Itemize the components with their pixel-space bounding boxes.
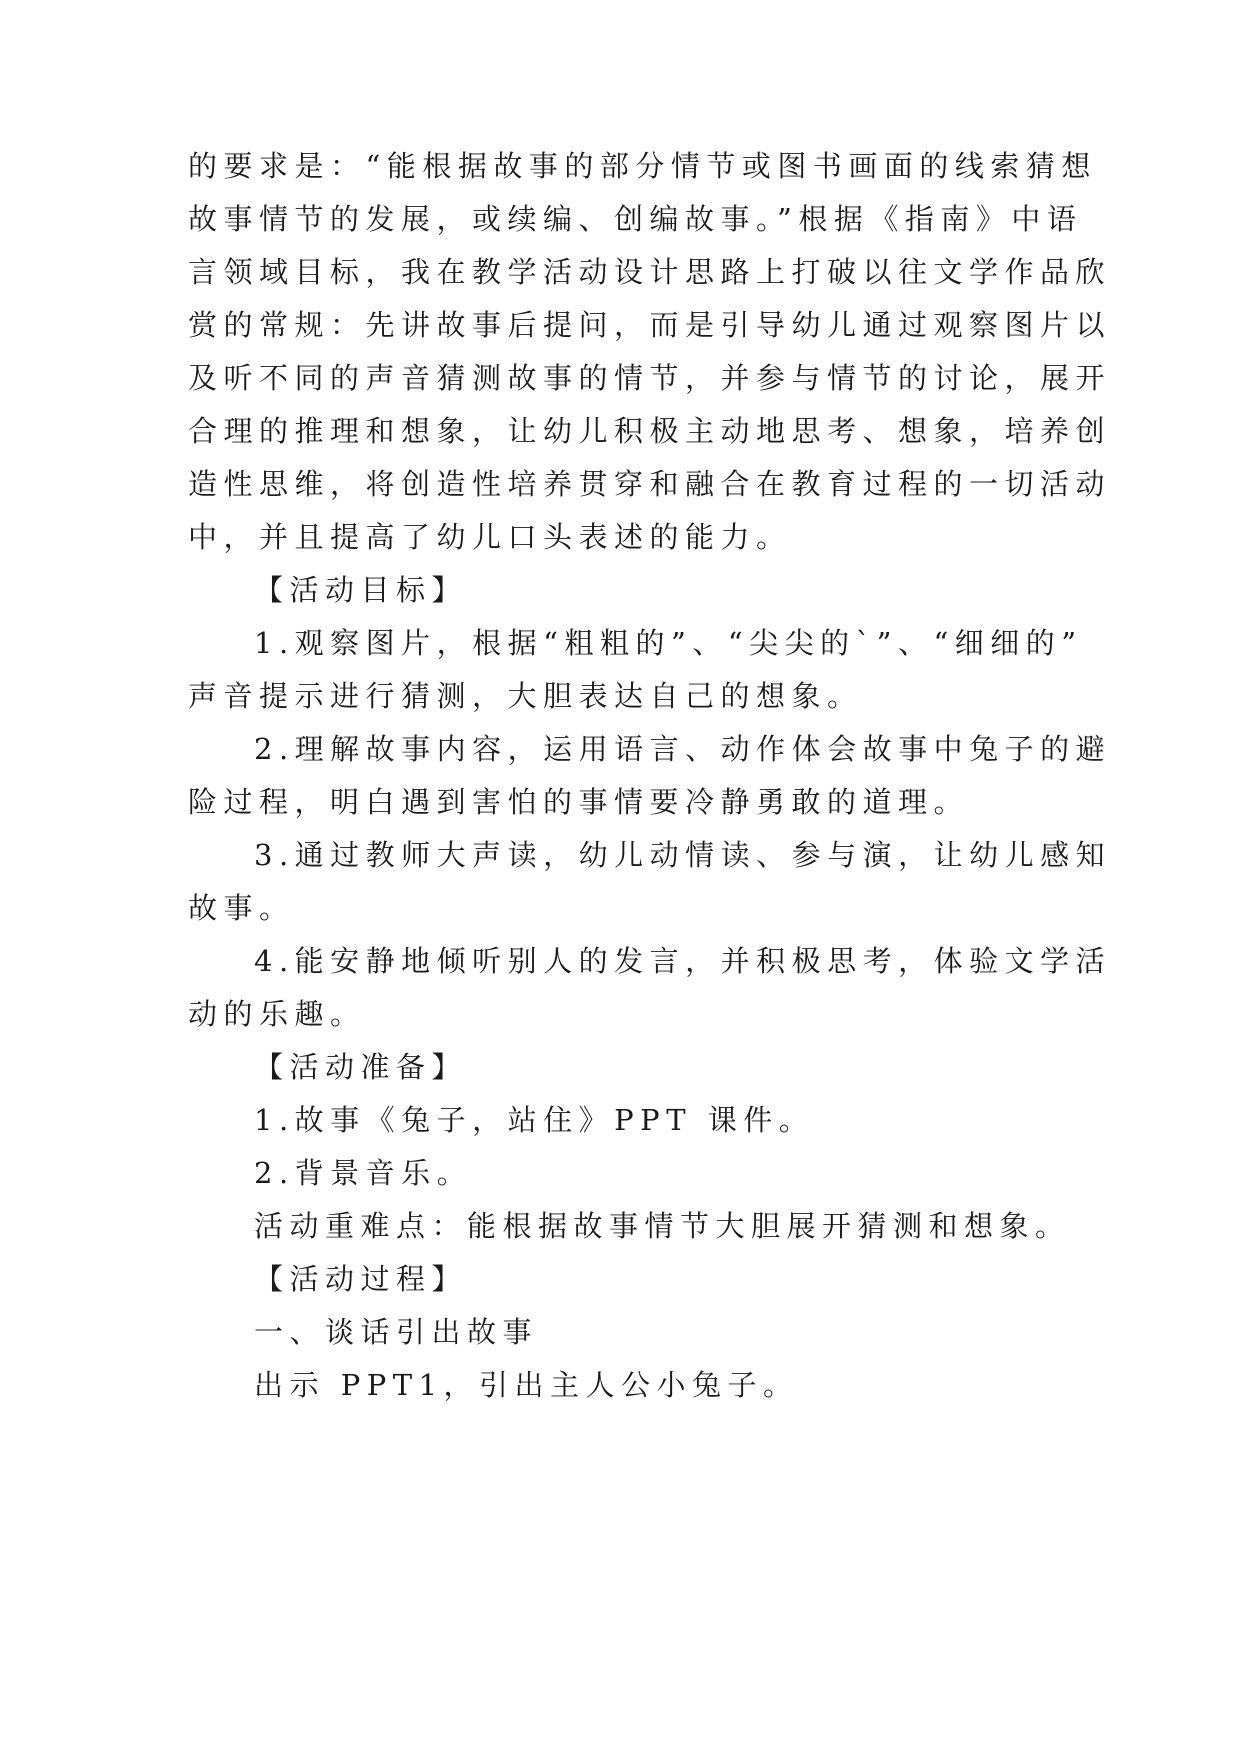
intro-line-7: 造性思维，将创造性培养贯穿和融合在教育过程的一切活动 (188, 467, 1112, 501)
intro-line-1: 的要求是：“能根据故事的部分情节或图书画面的线索猜想 (188, 149, 1097, 183)
intro-line-6: 合理的推理和想象，让幼儿积极主动地思考、想象，培养创 (188, 414, 1112, 448)
prep-item-1: 1.故事《兔子，站住》PPT 课件。 (254, 1103, 815, 1137)
goal-1-line-2: 声音提示进行猜测，大胆表达自己的想象。 (188, 679, 863, 713)
key-points: 活动重难点：能根据故事情节大胆展开猜测和想象。 (254, 1209, 1071, 1243)
goal-4-line-1: 4.能安静地倾听别人的发言，并积极思考，体验文学活 (254, 944, 1112, 978)
intro-line-2: 故事情节的发展，或续编、创编故事。”根据《指南》中语 (188, 202, 1083, 236)
process-heading: 【活动过程】 (254, 1262, 468, 1296)
goal-1-line-1: 1.观察图片，根据“粗粗的”、“尖尖的`”、“细细的” (254, 626, 1083, 660)
intro-line-5: 及听不同的声音猜测故事的情节，并参与情节的讨论，展开 (188, 361, 1112, 395)
goal-2-line-2: 险过程，明白遇到害怕的事情要冷静勇敢的道理。 (188, 785, 970, 819)
step-1-title: 一、谈话引出故事 (254, 1315, 539, 1349)
goals-heading: 【活动目标】 (254, 573, 468, 607)
intro-line-3: 言领域目标，我在教学活动设计思路上打破以往文学作品欣 (188, 255, 1112, 289)
goal-3-line-2: 故事。 (188, 891, 295, 925)
intro-line-8: 中，并且提高了幼儿口头表述的能力。 (188, 520, 792, 554)
goal-2-line-1: 2.理解故事内容，运用语言、动作体会故事中兔子的避 (254, 732, 1112, 766)
prep-heading: 【活动准备】 (254, 1050, 468, 1084)
intro-line-4: 赏的常规：先讲故事后提问，而是引导幼儿通过观察图片以 (188, 308, 1112, 342)
goal-4-line-2: 动的乐趣。 (188, 997, 366, 1031)
goal-3-line-1: 3.通过教师大声读，幼儿动情读、参与演，让幼儿感知 (254, 838, 1112, 872)
step-1-text: 出示 PPT1，引出主人公小兔子。 (254, 1368, 799, 1402)
prep-item-2: 2.背景音乐。 (254, 1156, 473, 1190)
